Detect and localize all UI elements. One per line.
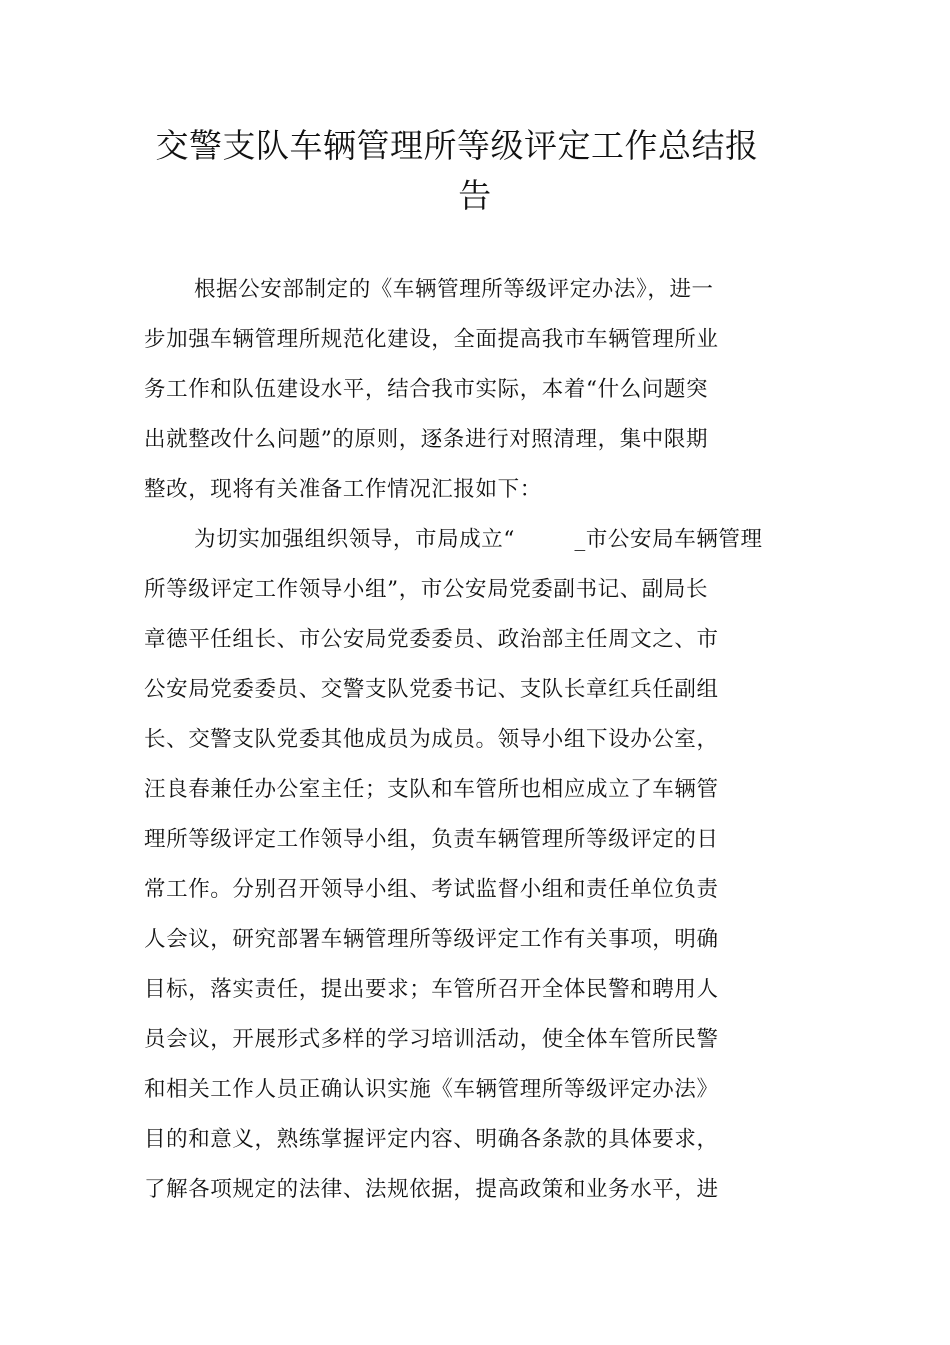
paragraph-2-line: 理所等级评定工作领导小组，负责车辆管理所等级评定的日 [144, 827, 719, 852]
paragraph-2-line: 公安局党委委员、交警支队党委书记、支队长章红兵任副组 [144, 677, 719, 702]
paragraph-1-line: 整改，现将有关准备工作情况汇报如下： [144, 477, 542, 502]
paragraph-2-line: 目标，落实责任，提出要求；车管所召开全体民警和聘用人 [144, 977, 719, 1002]
paragraph-2-line: 和相关工作人员正确认识实施《车辆管理所等级评定办法》 [144, 1077, 719, 1102]
paragraph-2-line: 员会议，开展形式多样的学习培训活动，使全体车管所民警 [144, 1027, 719, 1052]
document-title-line-2: 告 [458, 176, 492, 215]
paragraph-2-line: 章德平任组长、市公安局党委委员、政治部主任周文之、市 [144, 627, 719, 652]
paragraph-2-line: 为切实加强组织领导，市局成立“ _市公安局车辆管理 [194, 527, 763, 552]
paragraph-2-line: 所等级评定工作领导小组”，市公安局党委副书记、副局长 [144, 577, 709, 602]
paragraph-1-line: 务工作和队伍建设水平，结合我市实际，本着“什么问题突 [144, 377, 709, 402]
paragraph-2-line: 长、交警支队党委其他成员为成员。领导小组下设办公室， [144, 727, 719, 752]
paragraph-2-line: 常工作。分别召开领导小组、考试监督小组和责任单位负责 [144, 877, 719, 902]
document-title-line-1: 交警支队车辆管理所等级评定工作总结报 [155, 126, 759, 165]
paragraph-1-line: 步加强车辆管理所规范化建设，全面提高我市车辆管理所业 [144, 327, 719, 352]
paragraph-2-line: 了解各项规定的法律、法规依据，提高政策和业务水平，进 [144, 1177, 719, 1202]
paragraph-1-line: 根据公安部制定的《车辆管理所等级评定办法》，进一 [194, 277, 714, 302]
paragraph-2-line: 人会议，研究部署车辆管理所等级评定工作有关事项，明确 [144, 927, 719, 952]
paragraph-2-line: 目的和意义，熟练掌握评定内容、明确各条款的具体要求， [144, 1127, 719, 1152]
paragraph-1-line: 出就整改什么问题”的原则，逐条进行对照清理，集中限期 [144, 427, 709, 452]
paragraph-2-line: 汪良春兼任办公室主任；支队和车管所也相应成立了车辆管 [144, 777, 719, 802]
